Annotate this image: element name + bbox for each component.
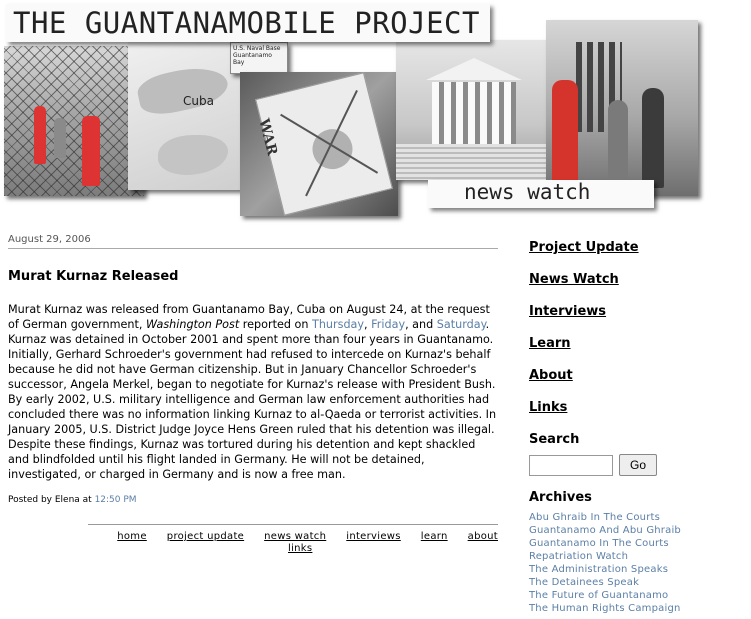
post-text: ,: [364, 318, 372, 331]
map-land: [135, 61, 231, 119]
protester-figure: [552, 80, 578, 190]
archive-link[interactable]: Repatriation Watch: [529, 551, 629, 562]
supreme-court-photo: [396, 40, 548, 180]
archive-link[interactable]: The Administration Speaks: [529, 564, 669, 575]
sidebar-link-about[interactable]: About: [529, 368, 573, 383]
archive-list: [529, 511, 739, 615]
map-land: [158, 135, 228, 175]
sidebar: [529, 240, 739, 615]
link-friday[interactable]: Friday: [371, 318, 406, 331]
court-columns: [432, 82, 516, 144]
protest-photo: [546, 20, 698, 196]
site-title-box: [6, 4, 490, 42]
link-saturday[interactable]: Saturday: [436, 318, 486, 331]
bottom-nav-learn[interactable]: learn: [420, 531, 448, 542]
detainee-drawing-photo: [240, 72, 398, 216]
court-roof: [426, 58, 522, 80]
sidebar-link-learn[interactable]: Learn: [529, 336, 571, 351]
archive-link[interactable]: Guantanamo And Abu Ghraib: [529, 525, 681, 536]
banner-label-box: [428, 180, 654, 208]
post-date: August 29, 2006: [8, 234, 498, 249]
fence-photo: [4, 46, 144, 196]
map-photo: [128, 40, 240, 190]
bottom-nav-row2: [288, 543, 312, 554]
bottom-nav-interviews[interactable]: interviews: [346, 531, 401, 542]
post-text: , and: [405, 318, 437, 331]
archive-link[interactable]: Abu Ghraib In The Courts: [529, 512, 661, 523]
search-row: [529, 454, 739, 476]
court-steps: [396, 144, 548, 180]
main-content: [8, 234, 498, 505]
sidebar-link-links[interactable]: Links: [529, 400, 568, 415]
sidebar-link-project-update[interactable]: Project Update: [529, 240, 639, 255]
archive-link[interactable]: Guantanamo In The Courts: [529, 538, 669, 549]
bottom-nav-links[interactable]: links: [288, 543, 313, 554]
drawing-text: WAR: [255, 117, 280, 158]
post-permalink[interactable]: 12:50 PM: [94, 495, 137, 505]
sidebar-link-news-watch[interactable]: News Watch: [529, 272, 619, 287]
drawing-sketch: [256, 73, 391, 214]
post-footer: [8, 495, 498, 505]
protester-figure: [608, 100, 628, 190]
banner-label: news watch: [464, 180, 591, 204]
archive-link[interactable]: The Human Rights Campaign: [529, 603, 681, 614]
bottom-nav-about[interactable]: about: [467, 531, 498, 542]
bottom-nav-row: [88, 531, 498, 542]
search-heading: Search: [529, 432, 580, 447]
site-title: THE GUANTANAMOBILE PROJECT: [13, 6, 480, 40]
archives-heading: Archives: [529, 490, 592, 505]
post-text: reported on: [239, 318, 312, 331]
post-body: [8, 302, 498, 482]
publication-name: Washington Post: [146, 318, 240, 331]
naval-base-label: U.S. Naval Base Guantanamo Bay: [233, 45, 281, 66]
go-button[interactable]: Go: [619, 454, 657, 476]
search-input[interactable]: [529, 455, 613, 476]
archive-link[interactable]: The Future of Guantanamo: [529, 590, 669, 601]
post-text: Murat Kurnaz was released from Guantanamo Bay, Cuba on August 24, at the request of German government,: [8, 303, 490, 331]
post-text: . Kurnaz was detained in October 2001 and spent more than four years in Guantanamo. Initially, Gerhard Schroeder's government had refused to intercede on Kurnaz's behalf because he did not have German citizenship. But in January Chancellor Schroeder's successor, Angela Merkel, began to negotiate for Kurnaz's release with President Bush. By early 2002, U.S. military intelligence and German law enforcement authorities had concluded there was no information linking Kurnaz to al-Qaeda or terrorist activities. In January 2005, U.S. District Judge Joyce Hens Green ruled that his detention was illegal. Despite these findings, Kurnaz was tortured during his detention and kept shackled and blindfolded until his flight landed in Germany. He will not be detained, investigated, or charged in Germany and is now a free man.: [8, 318, 497, 481]
protester-figure: [642, 88, 664, 188]
naval-base-sign: [230, 42, 288, 74]
bottom-nav-project-update[interactable]: project update: [166, 531, 245, 542]
guard-figure: [54, 118, 66, 158]
bottom-nav-home[interactable]: home: [117, 531, 147, 542]
posted-by: Posted by Elena at: [8, 495, 95, 505]
bottom-nav-news-watch[interactable]: news watch: [264, 531, 327, 542]
header-collage: [0, 0, 751, 220]
link-thursday[interactable]: Thursday: [312, 318, 365, 331]
post-title: Murat Kurnaz Released: [8, 269, 179, 284]
detainee-figure: [82, 116, 100, 186]
bottom-nav: [88, 524, 498, 554]
detainee-figure: [34, 106, 46, 164]
archive-link[interactable]: The Detainees Speak: [529, 577, 640, 588]
map-label: Cuba: [183, 94, 214, 108]
sidebar-link-interviews[interactable]: Interviews: [529, 304, 607, 319]
drawing-paper: [255, 72, 393, 216]
